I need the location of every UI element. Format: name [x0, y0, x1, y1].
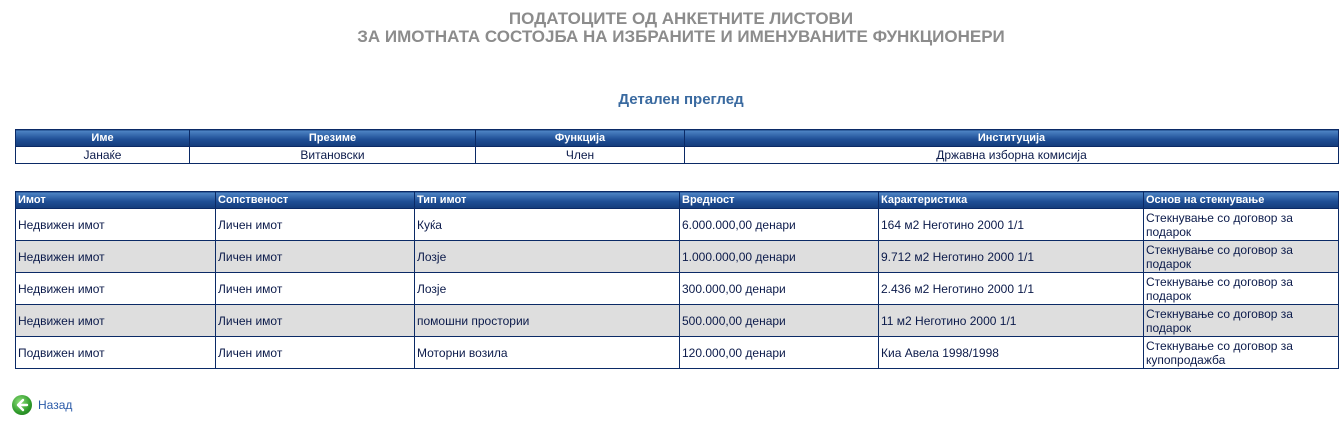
- cell-characteristics: 11 м2 Неготино 2000 1/1: [879, 305, 1144, 337]
- person-name: Јанаќе: [16, 147, 190, 164]
- col-header-value: Вредност: [680, 192, 879, 209]
- back-link-label[interactable]: Назад: [38, 398, 73, 412]
- cell-ownership: Личен имот: [216, 337, 415, 369]
- col-header-ownership: Сопственост: [216, 192, 415, 209]
- cell-ownership: Личен имот: [216, 305, 415, 337]
- table-row: [16, 241, 1339, 273]
- col-header-function: Функција: [476, 130, 685, 147]
- cell-value: 1.000.000,00 денари: [680, 241, 879, 273]
- person-institution: Државна изборна комисија: [685, 147, 1339, 164]
- page-subtitle: Детален преглед: [618, 91, 744, 108]
- person-table: [15, 129, 1339, 164]
- cell-value: 500.000,00 денари: [680, 305, 879, 337]
- cell-asset: Недвижен имот: [16, 305, 216, 337]
- cell-asset-type: Моторни возила: [415, 337, 680, 369]
- cell-value: 6.000.000,00 денари: [680, 209, 879, 241]
- arrow-left-icon[interactable]: [12, 395, 32, 415]
- col-header-institution: Институција: [685, 130, 1339, 147]
- col-header-asset: Имот: [16, 192, 216, 209]
- cell-value: 120.000,00 денари: [680, 337, 879, 369]
- assets-table: [15, 191, 1339, 369]
- col-header-surname: Презиме: [190, 130, 476, 147]
- table-row: [16, 209, 1339, 241]
- cell-acquisition: Стекнување со договор за подарок: [1144, 273, 1339, 305]
- table-row: [16, 305, 1339, 337]
- cell-asset: Недвижен имот: [16, 273, 216, 305]
- table-row: [16, 273, 1339, 305]
- page-title-line2: ЗА ИМОТНАТА СОСТОЈБА НА ИЗБРАНИТЕ И ИМЕНУВАНИТЕ ФУНКЦИОНЕРИ: [357, 27, 1005, 46]
- cell-asset-type: помошни простории: [415, 305, 680, 337]
- person-row: [16, 147, 1339, 164]
- cell-asset: Подвижен имот: [16, 337, 216, 369]
- cell-asset-type: Лозје: [415, 241, 680, 273]
- cell-characteristics: Киа Авела 1998/1998: [879, 337, 1144, 369]
- person-surname: Витановски: [190, 147, 476, 164]
- person-function: Член: [476, 147, 685, 164]
- col-header-characteristics: Карактеристика: [879, 192, 1144, 209]
- cell-asset-type: Куќа: [415, 209, 680, 241]
- cell-asset: Недвижен имот: [16, 209, 216, 241]
- cell-acquisition: Стекнување со договор за подарок: [1144, 209, 1339, 241]
- cell-asset-type: Лозје: [415, 273, 680, 305]
- table-row: [16, 337, 1339, 369]
- cell-acquisition: Стекнување со договор за подарок: [1144, 241, 1339, 273]
- assets-header-row: [16, 192, 1339, 209]
- cell-value: 300.000,00 денари: [680, 273, 879, 305]
- cell-characteristics: 164 м2 Неготино 2000 1/1: [879, 209, 1144, 241]
- cell-ownership: Личен имот: [216, 209, 415, 241]
- page-title-line1: ПОДАТОЦИТЕ ОД АНКЕТНИТЕ ЛИСТОВИ: [508, 9, 854, 28]
- person-header-row: [16, 130, 1339, 147]
- cell-acquisition: Стекнување со договор за купопродажба: [1144, 337, 1339, 369]
- back-link[interactable]: [12, 395, 72, 415]
- cell-asset: Недвижен имот: [16, 241, 216, 273]
- cell-ownership: Личен имот: [216, 273, 415, 305]
- col-header-name: Име: [16, 130, 190, 147]
- col-header-asset-type: Тип имот: [415, 192, 680, 209]
- cell-characteristics: 9.712 м2 Неготино 2000 1/1: [879, 241, 1144, 273]
- cell-ownership: Личен имот: [216, 241, 415, 273]
- cell-characteristics: 2.436 м2 Неготино 2000 1/1: [879, 273, 1144, 305]
- col-header-acquisition: Основ на стекнување: [1144, 192, 1339, 209]
- cell-acquisition: Стекнување со договор за подарок: [1144, 305, 1339, 337]
